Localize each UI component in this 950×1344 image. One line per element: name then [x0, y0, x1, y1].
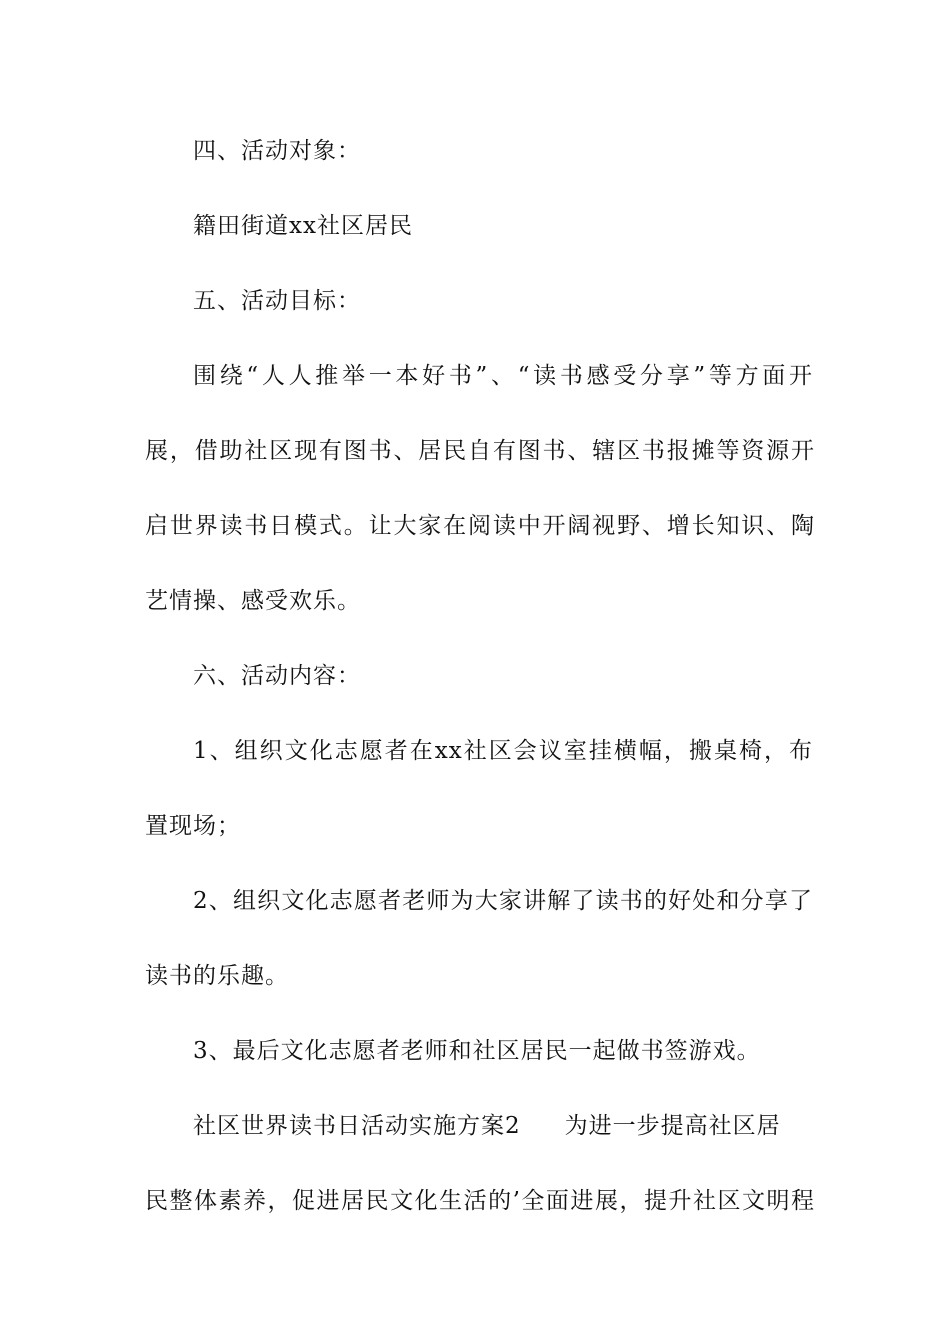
paragraph-line: 籍田街道xx社区居民 — [193, 213, 413, 239]
paragraph-text: 为进一步提高社区居 — [564, 1113, 781, 1139]
paragraph-line — [193, 1108, 813, 1144]
section-heading-goal: 五、活动目标： — [193, 288, 361, 314]
section-heading-content: 六、活动内容： — [193, 663, 361, 689]
paragraph-line: 读书的乐趣。 — [145, 963, 289, 989]
plan-title: 社区世界读书日活动实施方案2 — [193, 1113, 521, 1139]
list-item: 1、组织文化志愿者在xx社区会议室挂横幅，搬桌椅，布 — [193, 738, 813, 764]
paragraph-line: 艺情操、感受欢乐。 — [145, 588, 361, 614]
list-item: 3、最后文化志愿者老师和社区居民一起做书签游戏。 — [193, 1038, 761, 1064]
paragraph-line: 启世界读书日模式。让大家在阅读中开阔视野、增长知识、陶 — [145, 513, 815, 539]
paragraph-line: 展，借助社区现有图书、居民自有图书、辖区书报摊等资源开 — [145, 438, 815, 464]
paragraph-line: 民整体素养，促进居民文化生活的’全面进展，提升社区文明程 — [145, 1188, 815, 1214]
section-heading-target: 四、活动对象： — [193, 138, 361, 164]
paragraph-line: 围绕“人人推举一本好书”、“读书感受分享”等方面开 — [193, 363, 813, 389]
list-item: 2、组织文化志愿者老师为大家讲解了读书的好处和分享了 — [193, 888, 813, 914]
paragraph-line: 置现场； — [145, 813, 241, 839]
